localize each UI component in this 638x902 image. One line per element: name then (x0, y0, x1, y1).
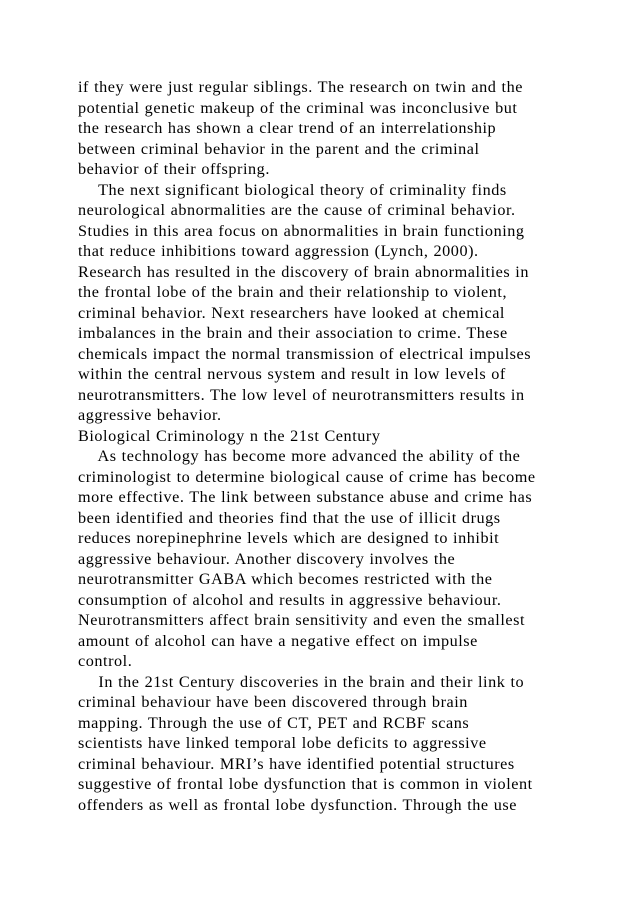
text-line: neurotransmitter GABA which becomes restricted with the (78, 570, 493, 588)
text-line: scientists have linked temporal lobe deficits to aggressive (78, 734, 487, 752)
text-line: criminal behaviour have been discovered through brain (78, 693, 468, 711)
text-line: aggressive behavior. (78, 406, 222, 424)
text-line: Neurotransmitters affect brain sensitivity and even the smallest (78, 611, 526, 629)
section-heading: Biological Criminology n the 21st Century (78, 426, 381, 445)
text-line: As technology has become more advanced the ability of the (78, 447, 521, 465)
text-line: the research has shown a clear trend of an interrelationship (78, 119, 497, 137)
text-line: criminal behaviour. MRI’s have identified potential structures (78, 754, 515, 773)
text-line: mapping. Through the use of CT, PET and RCBF scans (78, 713, 470, 732)
text-line: reduces norepinephrine levels which are designed to inhibit (78, 529, 500, 547)
text-line: imbalances in the brain and their association to crime. These (78, 324, 508, 342)
text-line: between criminal behavior in the parent and the criminal (78, 139, 480, 158)
text-line: the frontal lobe of the brain and their relationship to violent, (78, 283, 508, 301)
document-body-text (78, 77, 598, 815)
text-line: more effective. The link between substance abuse and crime has (78, 488, 533, 506)
text-line: behavior of their offspring. (78, 160, 270, 178)
text-line: consumption of alcohol and results in aggressive behaviour. (78, 590, 502, 609)
text-line: neurological abnormalities are the cause of criminal behavior. (78, 201, 516, 219)
text-line: amount of alcohol can have a negative effect on impulse (78, 631, 478, 650)
text-line: that reduce inhibitions toward aggression (Lynch, 2000). (78, 242, 479, 260)
text-line: Studies in this area focus on abnormalities in brain functioning (78, 221, 525, 240)
text-line: offenders as well as frontal lobe dysfunction. Through the use (78, 795, 517, 814)
text-line: aggressive behaviour. Another discovery involves the (78, 549, 456, 568)
text-line: In the 21st Century discoveries in the brain and their link to (78, 672, 525, 691)
text-line: been identified and theories find that the use of illicit drugs (78, 508, 501, 527)
text-line: if they were just regular siblings. The research on twin and the (78, 78, 523, 96)
text-line: potential genetic makeup of the criminal was inconclusive but (78, 98, 518, 117)
text-line: criminologist to determine biological cause of crime has become (78, 467, 536, 486)
text-line: control. (78, 652, 133, 670)
text-line: chemicals impact the normal transmission of electrical impulses (78, 344, 532, 363)
text-line: criminal behavior. Next researchers have looked at chemical (78, 303, 505, 322)
text-line: within the central nervous system and result in low levels of (78, 365, 506, 383)
text-line: neurotransmitters. The low level of neurotransmitters results in (78, 385, 525, 404)
text-line: Research has resulted in the discovery of brain abnormalities in (78, 262, 530, 281)
text-line: suggestive of frontal lobe dysfunction that is common in violent (78, 775, 533, 793)
text-line: The next significant biological theory of criminality finds (78, 180, 507, 199)
